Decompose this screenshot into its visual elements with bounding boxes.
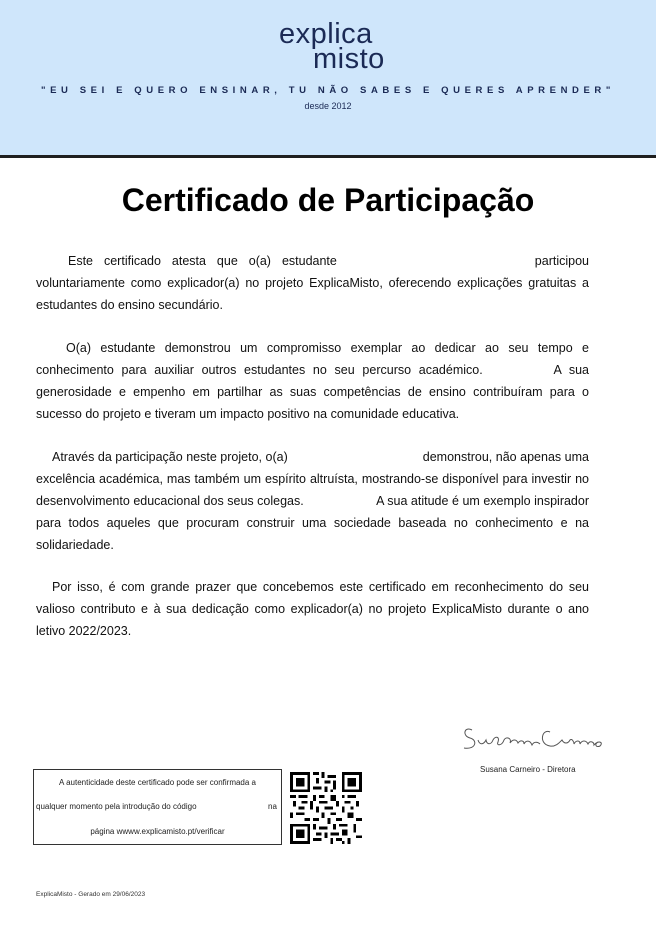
verification-box (33, 769, 282, 845)
certificate-header (0, 0, 656, 158)
signer-name: Susana Carneiro - Diretora (480, 765, 576, 774)
paragraph-1 (36, 250, 589, 316)
tagline: "EU SEI E QUERO ENSINAR, TU NÃO SABES E QUERES APRENDER" (41, 85, 615, 96)
paragraph-3-middle: demonstrou, não apenas uma excelência académica, mas também um espírito altruísta, mostrando-se disponível para investir no desenvolvimento educacional dos seus colegas. (36, 450, 589, 508)
logo-word-explica: explica (279, 18, 373, 50)
verification-line-1: A autenticidade deste certificado pode ser confirmada a (58, 778, 256, 787)
paragraph-2 (36, 337, 589, 425)
paragraph-1-start: Este certificado atesta que o(a) estudante (68, 254, 337, 268)
logo-word-misto: misto (313, 43, 385, 75)
paragraph-3-start: Através da participação neste projeto, o(a) (52, 450, 288, 464)
founded-year: desde 2012 (304, 101, 352, 111)
certificate-title: Certificado de Participação (121, 182, 535, 218)
generated-date-footer: ExplicaMisto - Gerado em 29/06/2023 (36, 891, 146, 898)
explicamisto-logo (0, 18, 656, 74)
paragraph-2-start: O(a) estudante demonstrou um compromisso exemplar ao dedicar ao seu tempo e conhecimento para auxiliar outros estudantes no seu percurso académico. (36, 341, 589, 377)
paragraph-3-end: A sua atitude é um exemplo inspirador para todos aqueles que procuram construir uma sociedade baseada no conhecimento e na solidariedade. (36, 494, 589, 552)
verification-url: página wwww.explicamisto.pt/verificar (90, 827, 225, 836)
paragraph-1-end: participou voluntariamente como explicador(a) no projeto ExplicaMisto, oferecendo explicações gratuitas a estudantes do ensino secundário. (36, 254, 589, 312)
verification-line-2: qualquer momento pela introdução do código (36, 802, 197, 811)
qr-code (290, 772, 362, 844)
paragraph-3 (36, 446, 589, 556)
verification-line-2-end: na (268, 802, 277, 811)
paragraph-4: Por isso, é com grande prazer que concebemos este certificado em reconhecimento do seu valioso contributo e à sua dedicação como explicador(a) no projeto ExplicaMisto durante o ano letivo 2022/2023. (36, 580, 589, 638)
handwritten-signature (458, 718, 608, 754)
paragraph-2-end: A sua generosidade e empenho em partilhar as suas competências de ensino contribuíram para o sucesso do projeto e tiveram um impacto positivo na comunidade educativa. (36, 363, 589, 421)
